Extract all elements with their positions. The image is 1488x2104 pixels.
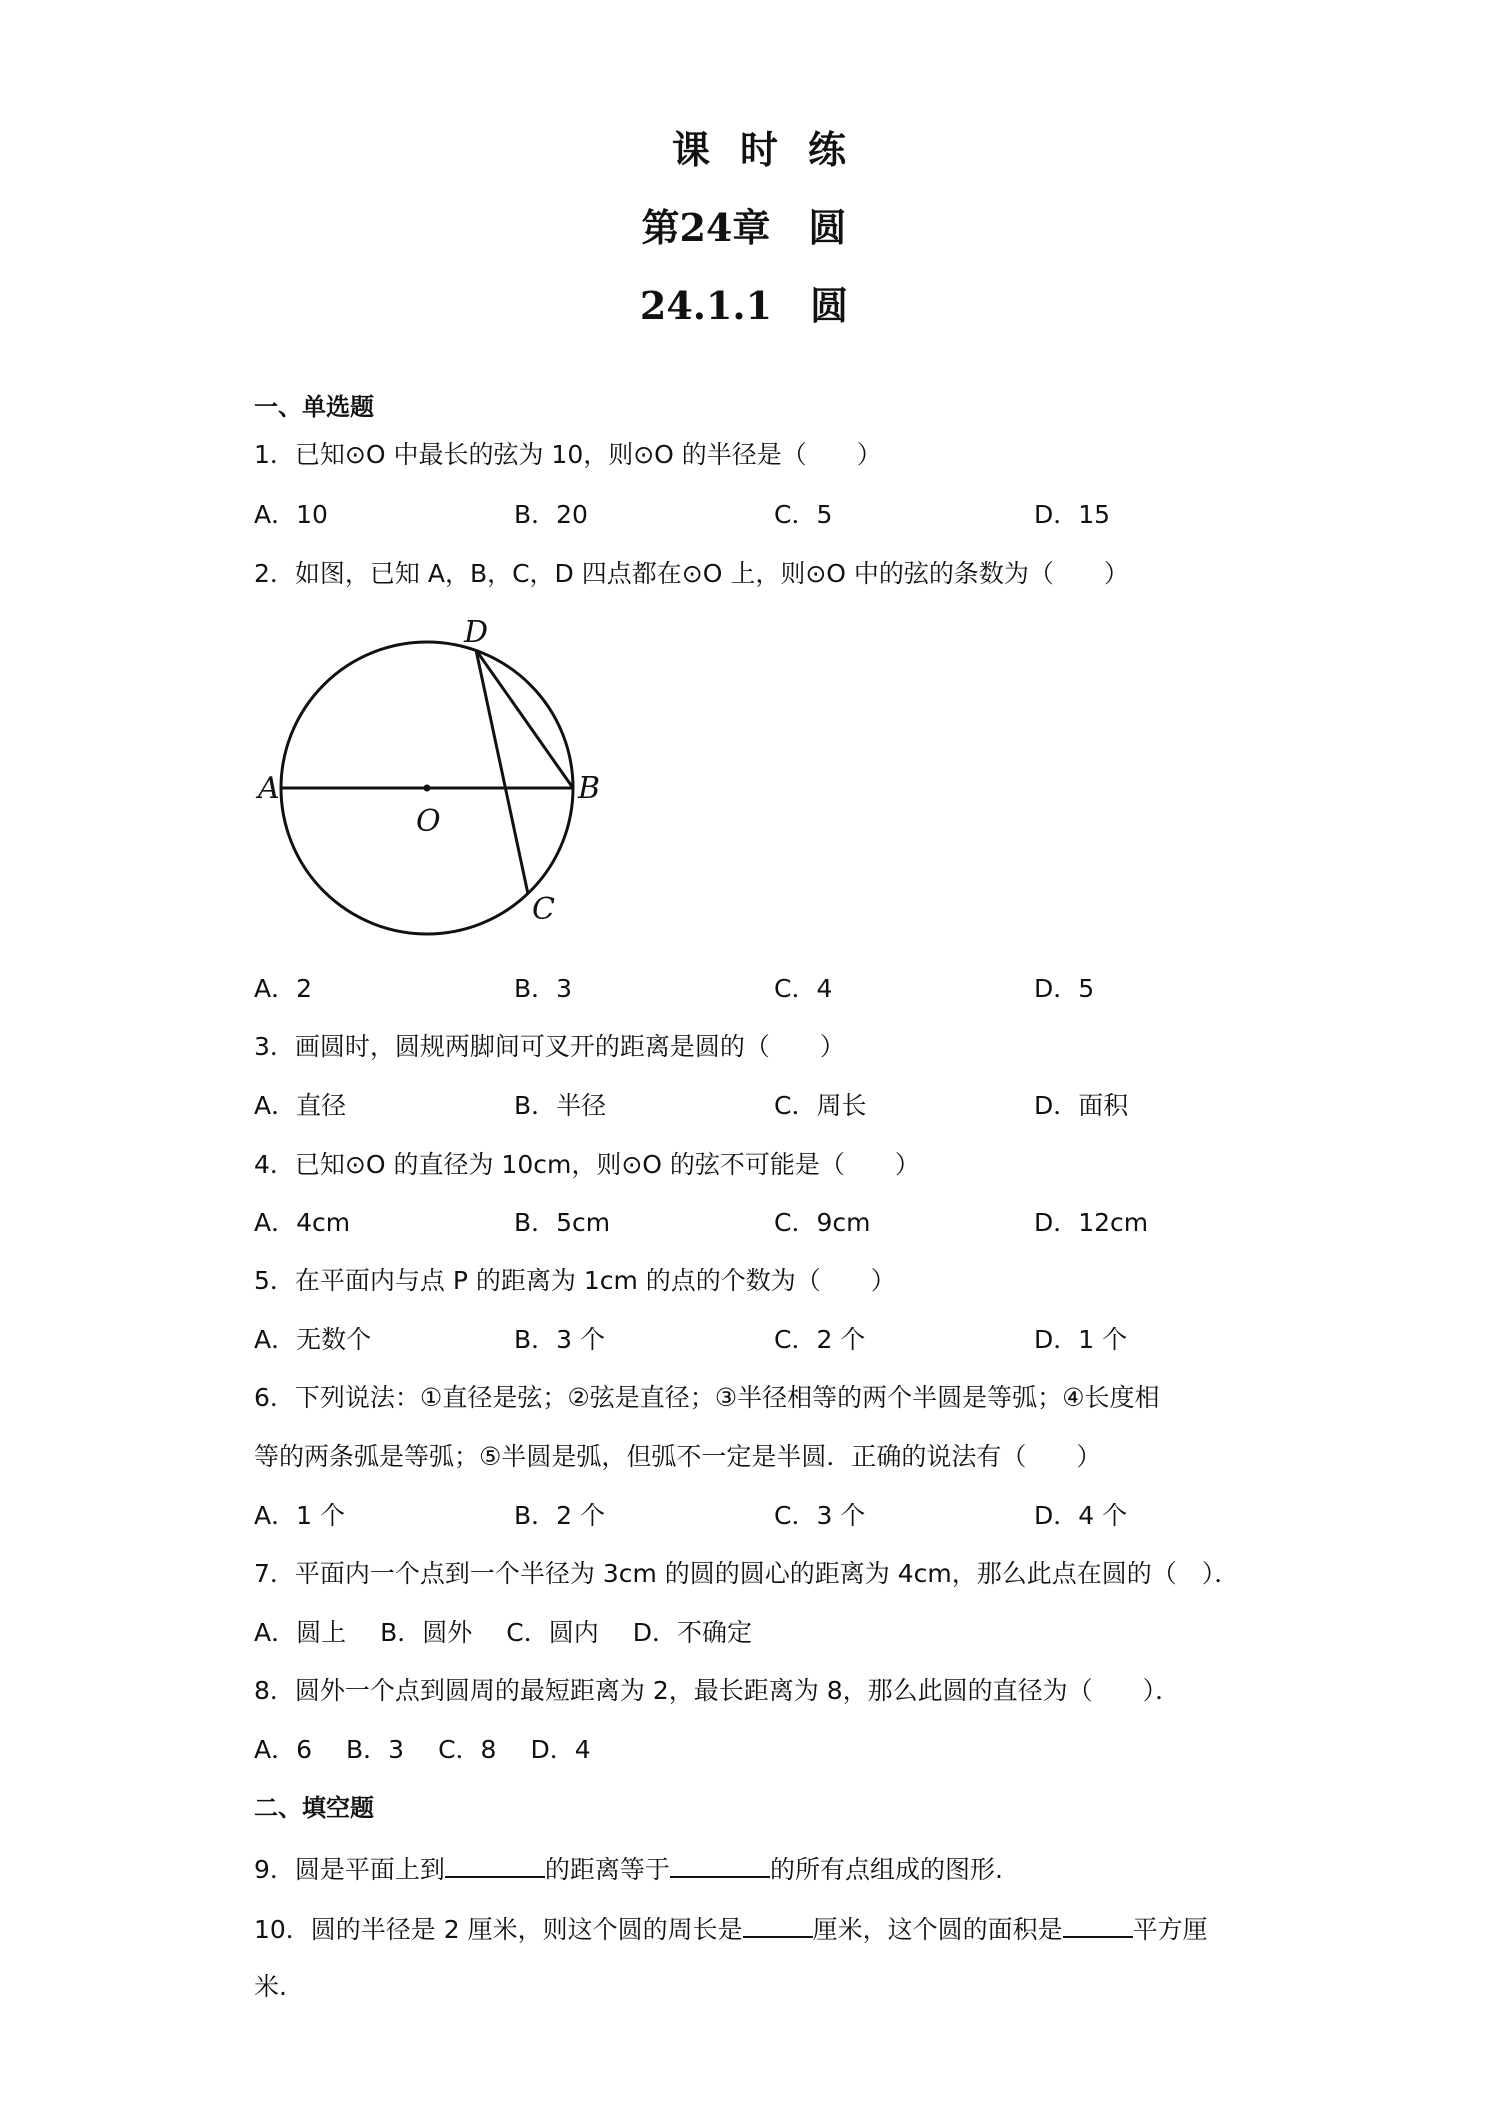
question-9-part-2: 的距离等于 bbox=[544, 1855, 670, 1884]
option-c[interactable]: C．圆内 bbox=[506, 1618, 599, 1647]
label-d: D bbox=[464, 618, 489, 650]
section-heading-fill-in: 二、填空题 bbox=[254, 1794, 374, 1822]
option-c[interactable]: C．4 bbox=[774, 974, 833, 1003]
circle-figure bbox=[254, 618, 614, 938]
question-10-part-2: 厘米，这个圆的面积是 bbox=[812, 1915, 1063, 1944]
question-10-part-3: 平方厘 bbox=[1132, 1915, 1208, 1944]
label-c: C bbox=[532, 892, 555, 927]
answer-blank-1[interactable] bbox=[445, 1850, 545, 1878]
question-8-options bbox=[254, 1733, 625, 1767]
question-7-options bbox=[254, 1616, 786, 1650]
question-8: 8．圆外一个点到圆周的最短距离为 2，最长距离为 8，那么此圆的直径为（ ）． bbox=[254, 1676, 1181, 1705]
option-b[interactable]: B．5cm bbox=[514, 1208, 611, 1237]
option-c[interactable]: C．周长 bbox=[774, 1091, 867, 1120]
option-a[interactable]: A．直径 bbox=[254, 1091, 347, 1120]
page-title: 课时练 bbox=[671, 127, 876, 172]
chapter-title: 第24章 圆 bbox=[641, 205, 847, 250]
question-10-line-2: 米. bbox=[254, 1972, 287, 2001]
center-point bbox=[424, 785, 431, 792]
option-c[interactable]: C．9cm bbox=[774, 1208, 871, 1237]
option-a[interactable]: A．圆上 bbox=[254, 1618, 347, 1647]
question-4: 4．已知⊙O 的直径为 10cm，则⊙O 的弦不可能是（ ） bbox=[254, 1150, 920, 1179]
label-a: A bbox=[258, 771, 280, 806]
option-a[interactable]: A．2 bbox=[254, 974, 313, 1003]
option-a[interactable]: A．1 个 bbox=[254, 1501, 345, 1530]
option-b[interactable]: B．20 bbox=[514, 500, 588, 529]
question-10 bbox=[254, 1910, 1208, 1947]
question-6-line-2: 等的两条弧是等弧；⑤半圆是弧，但弧不一定是半圆．正确的说法有（ ） bbox=[254, 1442, 1102, 1471]
option-d[interactable]: D．不确定 bbox=[632, 1618, 752, 1647]
option-b[interactable]: B．半径 bbox=[514, 1091, 607, 1120]
question-9 bbox=[254, 1850, 1003, 1887]
option-b[interactable]: B．2 个 bbox=[514, 1501, 606, 1530]
label-b: B bbox=[578, 771, 601, 806]
option-b[interactable]: B．3 bbox=[514, 974, 573, 1003]
section-title: 24.1.1 圆 bbox=[639, 283, 849, 328]
question-10-part-1: 10．圆的半径是 2 厘米，则这个圆的周长是 bbox=[254, 1915, 743, 1944]
question-6-line-1: 6．下列说法：①直径是弦；②弦是直径；③半径相等的两个半圆是等弧；④长度相 bbox=[254, 1383, 1160, 1412]
question-9-part-3: 的所有点组成的图形. bbox=[769, 1855, 1003, 1884]
option-b[interactable]: B．3 个 bbox=[514, 1325, 606, 1354]
option-c[interactable]: C．3 个 bbox=[774, 1501, 866, 1530]
label-o: O bbox=[416, 804, 441, 839]
question-5: 5．在平面内与点 P 的距离为 1cm 的点的个数为（ ） bbox=[254, 1266, 896, 1295]
section-heading-single-choice: 一、单选题 bbox=[254, 393, 374, 421]
question-1: 1．已知⊙O 中最长的弦为 10，则⊙O 的半径是（ ） bbox=[254, 440, 882, 469]
option-d[interactable]: D．12cm bbox=[1034, 1208, 1149, 1237]
option-a[interactable]: A．4cm bbox=[254, 1208, 351, 1237]
option-d[interactable]: D．5 bbox=[1034, 974, 1095, 1003]
question-2: 2．如图，已知 A，B，C，D 四点都在⊙O 上，则⊙O 中的弦的条数为（ ） bbox=[254, 559, 1129, 588]
answer-blank-1[interactable] bbox=[743, 1910, 813, 1938]
question-9-part-1: 9．圆是平面上到 bbox=[254, 1855, 445, 1884]
option-c[interactable]: C．5 bbox=[774, 500, 833, 529]
option-a[interactable]: A．6 bbox=[254, 1735, 313, 1764]
answer-blank-2[interactable] bbox=[1063, 1910, 1133, 1938]
option-c[interactable]: C．2 个 bbox=[774, 1325, 866, 1354]
option-d[interactable]: D．1 个 bbox=[1034, 1325, 1128, 1354]
option-a[interactable]: A．10 bbox=[254, 500, 328, 529]
answer-blank-2[interactable] bbox=[670, 1850, 770, 1878]
option-d[interactable]: D．4 bbox=[530, 1735, 591, 1764]
option-d[interactable]: D．4 个 bbox=[1034, 1501, 1128, 1530]
question-3: 3．画圆时，圆规两脚间可叉开的距离是圆的（ ） bbox=[254, 1032, 845, 1061]
option-c[interactable]: C．8 bbox=[438, 1735, 497, 1764]
option-d[interactable]: D．15 bbox=[1034, 500, 1111, 529]
option-b[interactable]: B．3 bbox=[346, 1735, 405, 1764]
option-b[interactable]: B．圆外 bbox=[380, 1618, 473, 1647]
option-d[interactable]: D．面积 bbox=[1034, 1091, 1129, 1120]
question-7: 7．平面内一个点到一个半径为 3cm 的圆的圆心的距离为 4cm，那么此点在圆的（ ）． bbox=[254, 1559, 1240, 1588]
option-a[interactable]: A．无数个 bbox=[254, 1325, 372, 1354]
